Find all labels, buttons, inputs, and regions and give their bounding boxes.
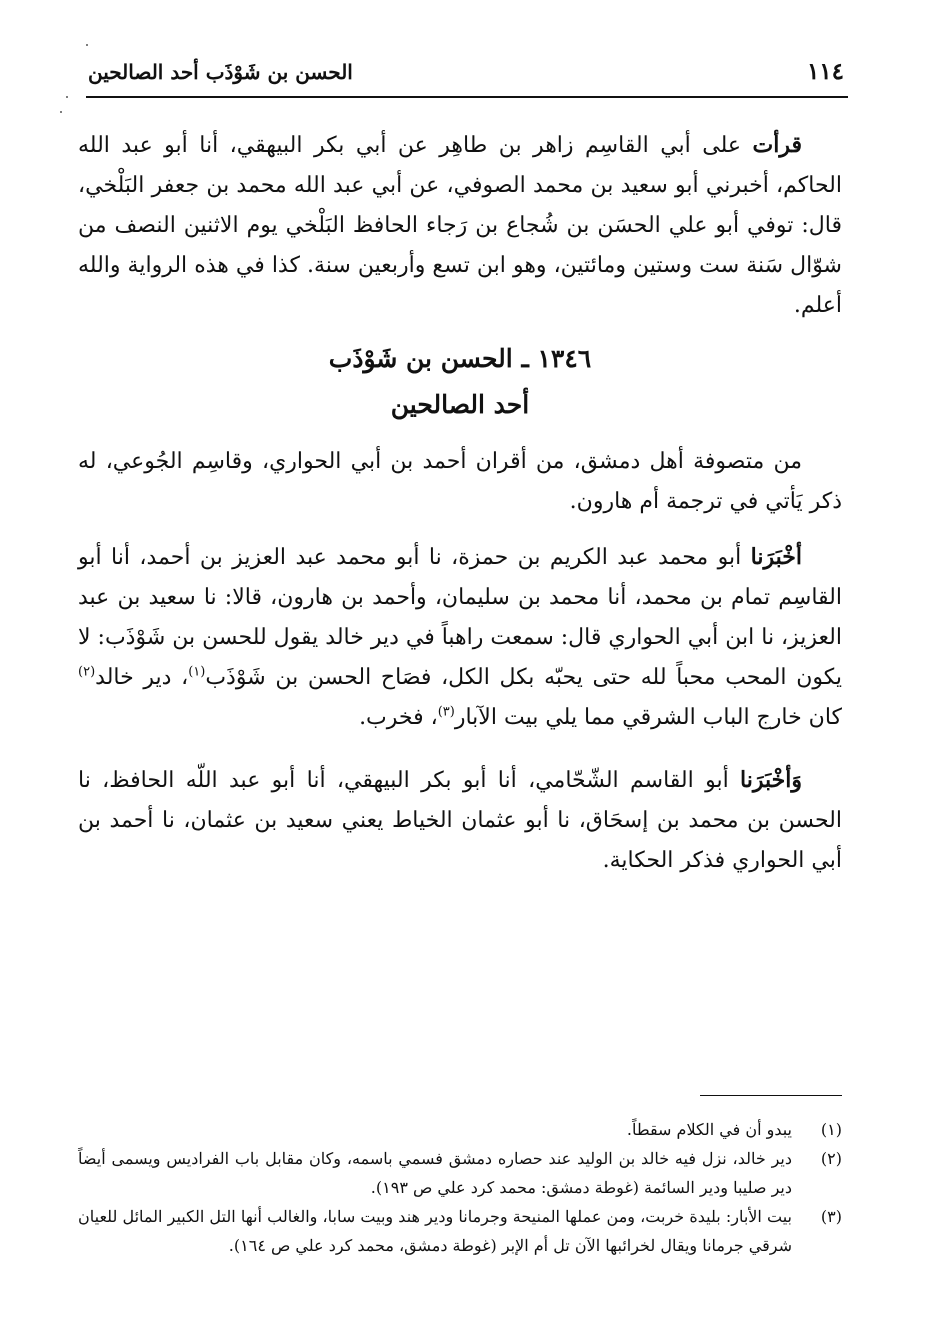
footnotes [78, 1115, 842, 1260]
paragraph-lead-word: قرأت [752, 132, 802, 158]
footnote-text: يبدو أن في الكلام سقطاً. [626, 1120, 792, 1139]
footnote-3 [78, 1202, 842, 1260]
footnote-rule [700, 1095, 842, 1096]
header-rule [86, 96, 848, 98]
footnote-number: (٢) [820, 1149, 842, 1168]
footnote-ref-3[interactable]: (٣) [437, 704, 455, 720]
paragraph-riwaya [78, 125, 842, 326]
paragraph-akhbarana [78, 537, 842, 738]
scan-speck [86, 44, 88, 46]
footnote-ref-1[interactable]: (١) [188, 664, 206, 680]
paragraph-text: كان خارج الباب الشرقي مما يلي بيت الآبار [454, 705, 842, 730]
footnote-2 [78, 1144, 842, 1202]
entry-heading: ١٣٤٦ ـ الحسن بن شَوْذَب [328, 344, 592, 373]
paragraph-lead-word: وَأخْبَرَنا [740, 767, 802, 793]
page-number: ١١٤ [806, 58, 844, 85]
paragraph-text: ، دير خالد [95, 665, 189, 690]
paragraph-text: من متصوفة أهل دمشق، من أقران أحمد بن أبي الحواري، وقاسِم الجُوعي، له ذكر يَأتي في ترجمة أم هارون. [78, 449, 842, 514]
paragraph-text: ، فخرب. [359, 705, 438, 730]
paragraph-text: أبو القاسم الشّحّامي، أنا أبو بكر البيهقي، أنا أبو عبد اللّه الحافظ، نا الحسن بن محمد بن إسحَاق، نا أبو عثمان الخياط يعني سعيد بن عثمان، نا أحمد بن أبي الحواري فذكر الحكاية. [78, 768, 842, 873]
footnote-1 [78, 1115, 842, 1144]
scan-speck [66, 96, 68, 98]
footnote-ref-2[interactable]: (٢) [78, 664, 96, 680]
footnote-text: دير خالد، نزل فيه خالد بن الوليد عند حصاره دمشق فسمي باسمه، وكان مقابل باب الفراديس ويسمى أيضاً دير صليبا ودير السائمة (غوطة دمشق: محمد كرد علي ص ١٩٣). [78, 1149, 793, 1197]
footnote-number: (١) [820, 1120, 842, 1139]
paragraph-lead-word: أخْبَرَنا [750, 544, 802, 570]
paragraph-text: على أبي القاسِم زاهر بن طاهِر عن أبي بكر البيهقي، أنا أبو عبد الله الحاكم، أخبرني أبو سعيد بن محمد الصوفي، عن أبي عبد الله محمد بن جعفر البَلْخي، قال: توفي أبو علي الحسَن بن شُجاع بن رَجاء الحافظ البَلْخي يوم الاثنين النصف من شوّال سَنة ست وستين ومائتين، وهو ابن تسع وأربعين سنة. كذا في هذه الرواية والله أعلم. [78, 133, 842, 318]
paragraph-text: أبو محمد عبد الكريم بن حمزة، نا أبو محمد عبد العزيز بن أحمد، أنا أبو القاسِم تمام بن محمد، أنا محمد بن سليمان، وأحمد بن هارون، قالا: نا سعيد بن عبد العزيز، نا ابن أبي الحواري قال: سمعت راهباً في دير خالد يقول للحسن بن شَوْذَب: لا يكون المحب محباً لله حتى يحبّه بكل الكل، فصَاح الحسن بن شَوْذَب [78, 545, 842, 690]
running-title: الحسن بن شَوْذَب أحد الصالحين [88, 60, 353, 84]
footnote-number: (٣) [820, 1207, 842, 1226]
scan-speck [60, 111, 62, 113]
footnote-text: بيت الأبار: بليدة خربت، ومن عملها المنيحة وجرمانا ودير هند وبيت سابا، والغالب أنها التل الكبير المائل للعيان شرقي جرمانا ويقال لخرائبها الآن تل أم الإبر (غوطة دمشق، محمد كرد علي ص ١٦٤). [78, 1207, 792, 1255]
entry-subheading: أحد الصالحين [390, 390, 530, 419]
running-header [86, 58, 846, 96]
paragraph-biography [78, 442, 842, 522]
paragraph-wa-akhbarana [78, 760, 842, 881]
